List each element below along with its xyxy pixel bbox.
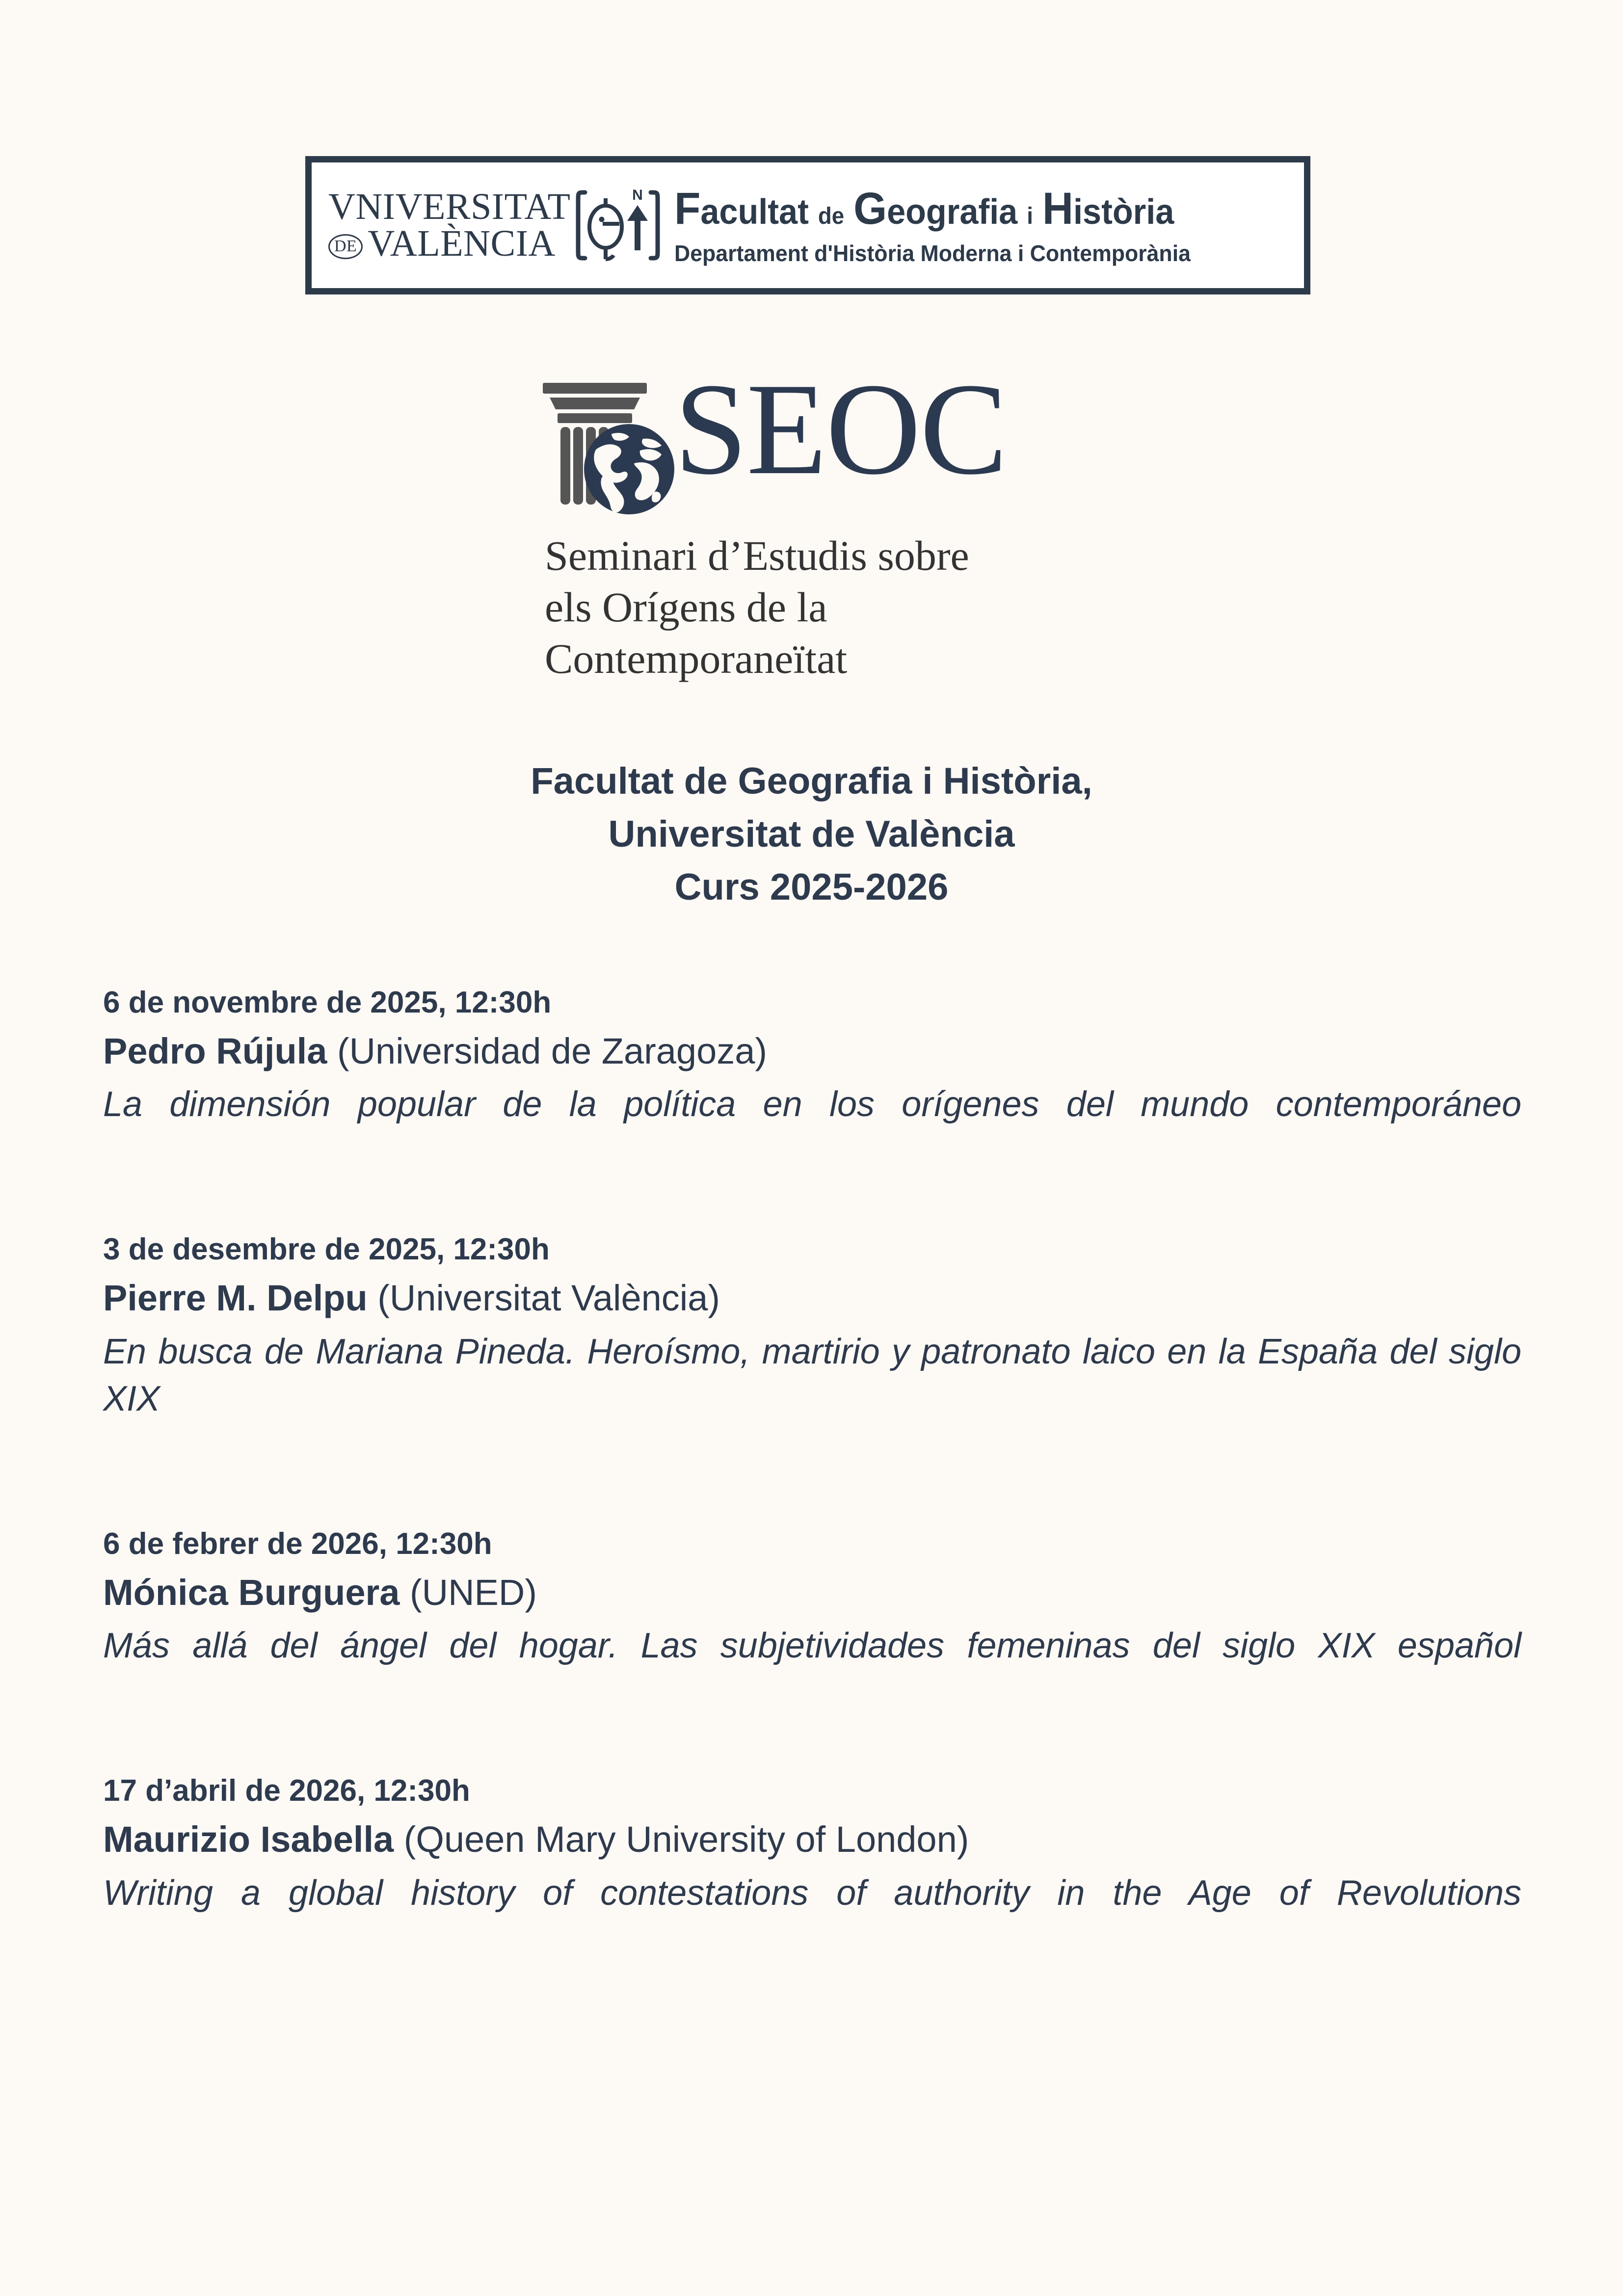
event-date: 17 d’abril de 2026, 12:30h [103, 1774, 470, 1808]
event-speaker [103, 1031, 1521, 1071]
event-date: 6 de novembre de 2025, 12:30h [103, 986, 552, 1019]
event-title: En busca de Mariana Pineda. Heroísmo, martirio y patronato laico en la España del siglo XIX [103, 1332, 1521, 1419]
faculty-acultat: acultat [700, 192, 809, 232]
event-item [103, 987, 1521, 1175]
event-item [103, 1528, 1521, 1717]
university-wordmark [328, 186, 571, 264]
poster-heading [0, 755, 1623, 914]
event-speaker-affiliation: (UNED) [410, 1572, 537, 1613]
event-date: 6 de febrer de 2026, 12:30h [103, 1527, 492, 1561]
event-speaker-name: Mónica Burguera [103, 1572, 400, 1613]
seoc-subtitle [545, 530, 969, 685]
event-title: Writing a global history of contestations of authority in the Age of Revolutions [103, 1873, 1521, 1913]
event-title: Más allá del ángel del hogar. Las subjetividades femeninas del siglo XIX español [103, 1626, 1521, 1666]
event-speaker-name: Maurizio Isabella [103, 1819, 394, 1860]
seoc-column-globe-icon [538, 372, 685, 519]
wordmark-line-1-text: VNIVERSITAT [328, 186, 571, 227]
seoc-logo-top [538, 356, 1107, 525]
seoc-subtitle-line-1: Seminari d’Estudis sobre [545, 532, 969, 579]
event-title: La dimensión popular de la política en los orígenes del mundo contemporáneo [103, 1085, 1521, 1124]
event-speaker-name: Pedro Rújula [103, 1030, 327, 1071]
faculty-i: i [1027, 203, 1034, 229]
event-speaker-name: Pierre M. Delpu [103, 1278, 368, 1319]
heading-line-faculty: Facultat de Geografia i Història, [531, 760, 1092, 802]
faculty-line [674, 184, 1260, 234]
seoc-subtitle-line-2: els Orígens de la [545, 583, 827, 631]
heading-line-course: Curs 2025-2026 [674, 866, 949, 908]
event-speaker-affiliation: (Queen Mary University of London) [403, 1819, 969, 1860]
heading-line-university: Universitat de València [608, 813, 1015, 855]
wordmark-de-badge: DE [328, 234, 363, 259]
event-speaker [103, 1573, 1521, 1612]
faculty-g-glyph: G [853, 184, 887, 234]
seoc-acronym: SEOC [674, 356, 1007, 502]
event-item [103, 1233, 1521, 1470]
wordmark-line-2 [328, 223, 570, 264]
university-logo-banner [305, 156, 1310, 294]
wordmark-line-2-text: VALÈNCIA [368, 223, 556, 264]
seoc-logo [538, 356, 1107, 682]
wordmark-line-1 [328, 186, 571, 227]
faculty-istoria: istòria [1073, 192, 1174, 232]
event-speaker-affiliation: (Universitat València) [377, 1278, 720, 1319]
event-list [103, 987, 1521, 1964]
faculty-f-glyph: F [674, 184, 701, 234]
emblem-north-label: N [632, 187, 643, 203]
seoc-subtitle-line-3: Contemporaneïtat [545, 635, 848, 682]
university-emblem-icon [572, 184, 664, 267]
faculty-h-glyph: H [1042, 184, 1074, 234]
event-speaker [103, 1278, 1521, 1318]
event-date: 3 de desembre de 2025, 12:30h [103, 1232, 550, 1267]
event-item [103, 1775, 1521, 1964]
faculty-eografia: eografia [887, 192, 1018, 232]
faculty-de: de [818, 203, 845, 229]
university-wordmark-group [328, 184, 666, 267]
event-speaker-affiliation: (Universidad de Zaragoza) [337, 1030, 768, 1071]
event-speaker [103, 1819, 1521, 1859]
department-line: Departament d'Història Moderna i Contemporània [674, 240, 1191, 266]
faculty-text-group [674, 186, 1291, 265]
